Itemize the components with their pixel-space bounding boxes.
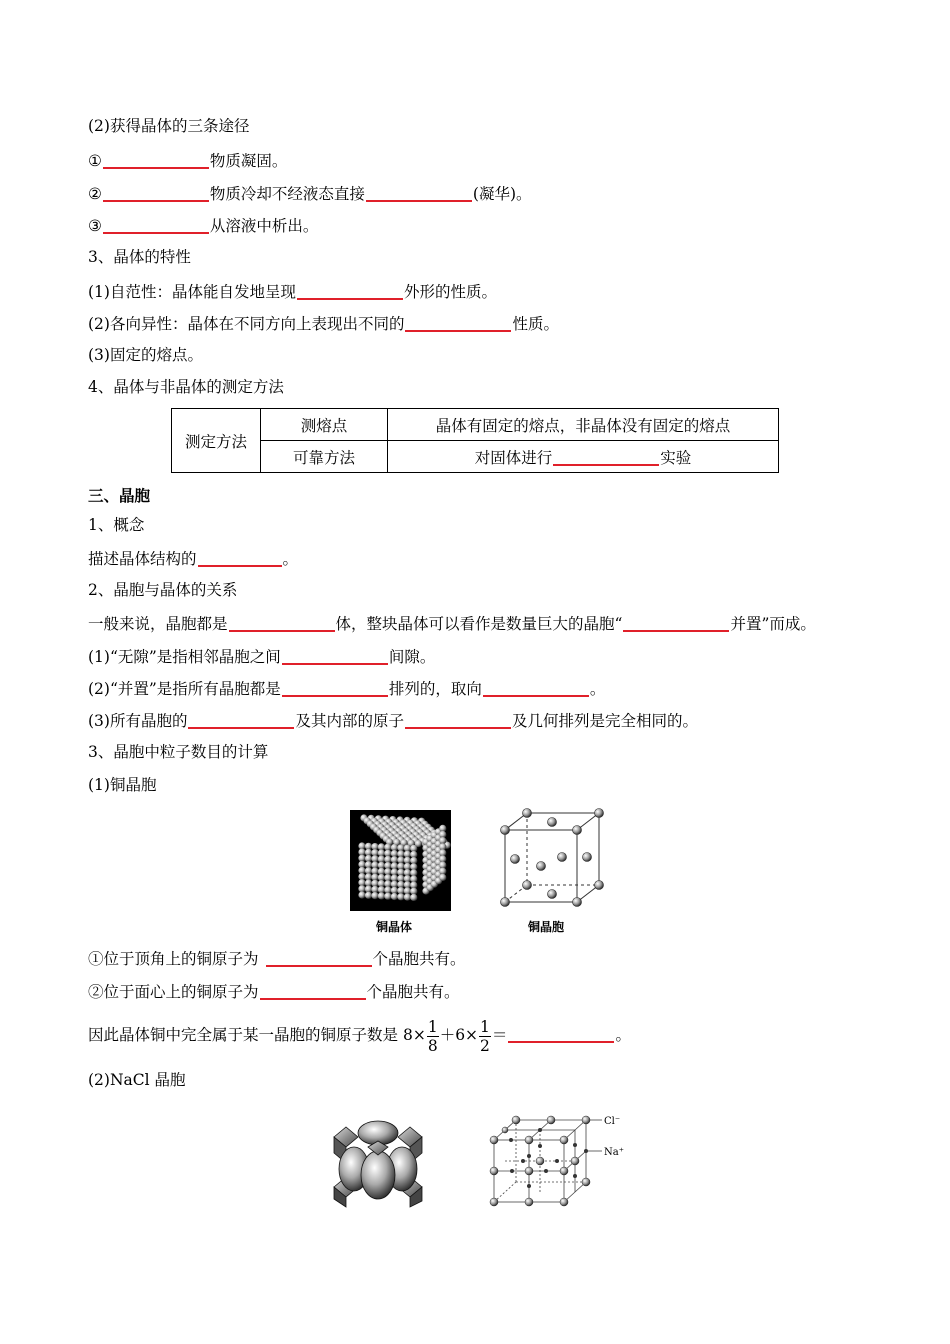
cell-cu2: ②位于面心上的铜原子为 个晶胞共有。 (88, 980, 460, 1002)
table-cell: 测熔点 (261, 409, 388, 441)
blank-input[interactable] (103, 182, 209, 202)
s2-item-2: ② 物质冷却不经液态直接 (凝华)。 (88, 182, 532, 204)
nacl-space-filling-image (332, 1117, 424, 1209)
copper-atom (391, 887, 398, 894)
s2-item-1: ① 物质凝固。 (88, 149, 287, 171)
copper-atom (404, 857, 411, 864)
cell-c1: 1、概念 (88, 516, 145, 534)
blank-input[interactable] (103, 149, 209, 169)
s3-title: 3、晶体的特性 (88, 248, 191, 266)
s3-p2: (2)各向异性：晶体在不同方向上表现出不同的 性质。 (88, 312, 559, 334)
blank-input[interactable] (553, 446, 659, 466)
copper-atom (410, 894, 417, 901)
copper-crystal-image (350, 810, 451, 911)
s4-title: 4、晶体与非晶体的测定方法 (88, 378, 284, 396)
table-cell: 对固体进行 实验 (388, 441, 779, 473)
cell-title: 三、晶胞 (88, 486, 151, 505)
blank-input[interactable] (405, 709, 511, 729)
copper-atom (384, 856, 391, 863)
copper-atom (365, 886, 372, 893)
fraction-one-eighth: $\frac{1}{8}$ (427, 1017, 438, 1055)
table-head: 测定方法 (172, 409, 261, 473)
cell-c2a: (1)“无隙”是指相邻晶胞之间 间隙。 (88, 645, 435, 667)
nacl-unit-cell-diagram (486, 1110, 646, 1210)
blank-input[interactable] (266, 947, 372, 967)
cell-calc: 因此晶体铜中完全属于某一晶胞的铜原子数是 8× $\frac{1}{8}$ ＋6× $\frac{1}{2}$ ＝ 。 (88, 1017, 631, 1055)
copper-atom (371, 892, 378, 899)
blank-input[interactable] (188, 709, 294, 729)
cell-c2b: (2)“并置”是指所有晶胞都是 排列的，取向 。 (88, 677, 605, 699)
blank-input[interactable] (260, 980, 366, 1000)
cell-cu1: ①位于顶角上的铜原子为 个晶胞共有。 (88, 947, 466, 969)
cell-c2c: (3)所有晶胞的 及其内部的原子 及几何排列是完全相同的。 (88, 709, 698, 731)
copper-atom (384, 886, 391, 893)
copper-atom (391, 893, 398, 900)
cell-c2-text: 一般来说，晶胞都是 体，整块晶体可以看作是数量巨大的晶胞“ 并置”而成。 (88, 612, 816, 634)
copper-atom (358, 891, 365, 898)
copper-atom (378, 886, 385, 893)
blank-input[interactable] (483, 677, 589, 697)
method-table (171, 408, 779, 473)
s2-title: (2)获得晶体的三条途径 (88, 117, 250, 135)
copper-atom (439, 868, 446, 875)
copper-atom (397, 856, 404, 863)
copper-atom (439, 874, 446, 881)
blank-input[interactable] (297, 280, 403, 300)
blank-input[interactable] (366, 182, 472, 202)
copper-atom (378, 856, 385, 863)
blank-input[interactable] (198, 547, 282, 567)
copper-atom (397, 893, 404, 900)
copper-atom (365, 855, 372, 862)
blank-input[interactable] (508, 1023, 614, 1043)
cell-c1-text: 描述晶体结构的 。 (88, 547, 298, 569)
copper-atom (358, 855, 365, 862)
copper-unit-cell-caption: 铜晶胞 (528, 920, 565, 934)
copper-crystal-caption: 铜晶体 (376, 920, 413, 934)
blank-input[interactable] (229, 612, 335, 632)
copper-atom (391, 856, 398, 863)
table-cell: 可靠方法 (261, 441, 388, 473)
blank-input[interactable] (282, 645, 388, 665)
cell-c2: 2、晶胞与晶体的关系 (88, 581, 238, 599)
copper-atom (378, 892, 385, 899)
copper-unit-cell-diagram (495, 805, 607, 910)
blank-input[interactable] (405, 312, 511, 332)
copper-atom (404, 894, 411, 901)
copper-atom (384, 893, 391, 900)
copper-atom (439, 837, 446, 844)
copper-atom (410, 857, 417, 864)
cell-cu-title: (1)铜晶胞 (88, 776, 157, 794)
copper-atom (365, 892, 372, 899)
cell-c3: 3、晶胞中粒子数目的计算 (88, 743, 269, 761)
copper-atom (397, 887, 404, 894)
copper-atom (358, 885, 365, 892)
sodium-ion-label: Na⁺ (604, 1147, 624, 1158)
chloride-ion-label: Cl⁻ (604, 1116, 621, 1127)
blank-input[interactable] (103, 214, 209, 234)
copper-atom (410, 888, 417, 895)
copper-atom (404, 887, 411, 894)
copper-atom (371, 855, 378, 862)
s3-p1: (1)自范性：晶体能自发地呈现 外形的性质。 (88, 280, 497, 302)
s3-p3: (3)固定的熔点。 (88, 346, 203, 364)
table-cell: 晶体有固定的熔点，非晶体没有固定的熔点 (388, 409, 779, 441)
blank-input[interactable] (623, 612, 729, 632)
copper-atom (371, 886, 378, 893)
fraction-one-half: $\frac{1}{2}$ (480, 1017, 490, 1055)
blank-input[interactable] (282, 677, 388, 697)
s2-item-3: ③ 从溶液中析出。 (88, 214, 318, 236)
cell-nacl-title: (2)NaCl 晶胞 (88, 1071, 186, 1089)
